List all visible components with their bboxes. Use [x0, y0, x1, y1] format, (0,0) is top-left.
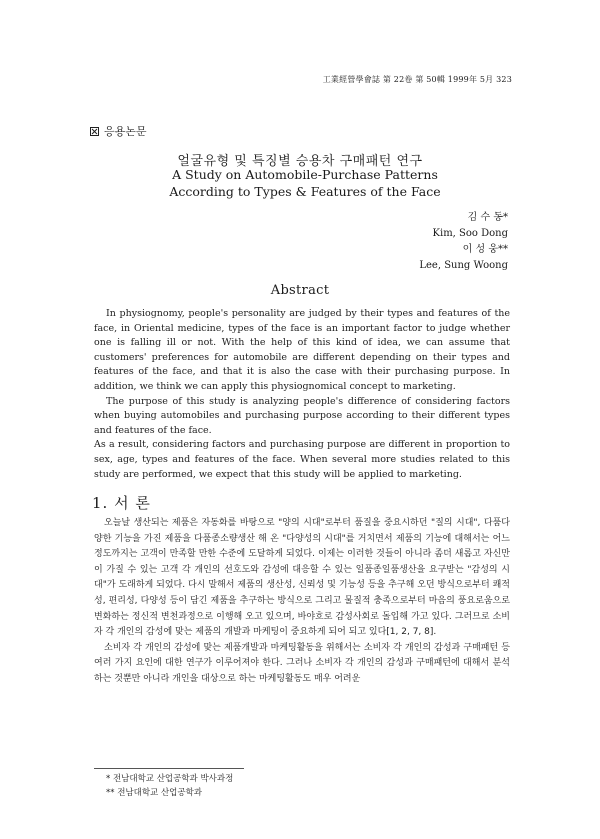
introduction-body	[94, 516, 510, 688]
introduction-paragraph-1: 오늘날 생산되는 제품은 자동화를 바탕으로 "양의 시대"로부터 품질을 중요시하던 "질의 시대", 다품다양한 기능을 가진 제품을 다품종소량생산 해 온 "다양성의 시대"를 거치면서 제품의 기능에 대해서는 어느 정도까지는 고객이 만족할 만한 수준에 도달하게 되었다. 이제는 이러한 것들이 아니라 좀더 새롭고 자신만이 가질 수 있는 고객 각 개인의 선호도와 감성에 대응할 수 있는 일품종일품생산을 요구받는 "감성의 시대"가 도래하게 되었다. 다시 말해서 제품의 생산성, 신뢰성 및 기능성 등을 추구해 오던 방식으로부터 쾌적성, 편리성, 다양성 등이 담긴 제품을 추구하는 방식으로 그리고 물질적 충족으로부터 마음의 풍요로움으로 변화하는 정신적 변천과정으로 이행해 오고 있으며, 바야흐로 감성사회로 돌입해 가고 있다. 그러므로 소비자 각 개인의 감성에 맞는 제품의 개발과 마케팅이 중요하게 되어 되고 있다[1, 2, 7, 8].	[94, 518, 510, 638]
section-heading-introduction: 1. 서 론	[92, 494, 151, 512]
section-tag-label: 응용논문	[104, 125, 147, 138]
boxed-x-icon	[90, 127, 99, 136]
author2-korean: 이 성 웅**	[462, 244, 508, 255]
title-korean: 얼굴유형 및 특징별 승용차 구매패턴 연구	[177, 154, 423, 169]
abstract-paragraph-1: In physiognomy, people's personality are judged by their types and features of the face, in Oriental medicine, types of the face is an important factor to judge whether one is falling ill or not. With the help of this kind of idea, we can assume that customers' preferences for automobile are different depending on their types and features of the face, and that it is also the case with their purchasing purpose. In addition, we think we can apply this physiognomical concept to marketing.	[94, 308, 510, 392]
author-block	[419, 210, 508, 274]
abstract-paragraph-2: The purpose of this study is analyzing people's difference of considering factors when buying automobiles and purchasing purpose according to their different types and features of the face.	[94, 395, 510, 436]
abstract-paragraph-3: As a result, considering factors and purchasing purpose are different in proportion to sex, age, types and features of the face. When several more studies related to this study are performed, we expect that this study will be applied to marketing.	[94, 439, 510, 480]
footnotes	[106, 772, 233, 800]
footnote-2: ** 전남대학교 산업공학과	[106, 788, 203, 798]
journal-header: 工業經營學會誌 第 22卷 第 50輯 1999年 5月 323	[322, 75, 512, 84]
section-tag	[90, 123, 147, 139]
author1-korean: 김 수 동*	[467, 212, 508, 223]
abstract-body	[94, 307, 510, 482]
introduction-paragraph-2: 소비자 각 개인의 감성에 맞는 제품개발과 마케팅활동을 위해서는 소비자 각 개인의 감성과 구매패턴 등 여러 가지 요인에 대한 연구가 이루어져야 한다. 그러나 소비자 각 개인의 감성과 구매패턴에 대해서 분석하는 것뿐만 아니라 개인을 대상으로 하는 마케팅활동도 매우 어려운	[94, 642, 510, 684]
footnote-1: * 전남대학교 산업공학과 박사과정	[106, 774, 234, 784]
title-english: A Study on Automobile-Purchase Patterns According to Types & Features of the Face	[169, 167, 441, 199]
author1-english: Kim, Soo Dong	[432, 228, 508, 239]
footnote-divider	[94, 768, 244, 769]
author2-english: Lee, Sung Woong	[419, 260, 508, 271]
abstract-heading: Abstract	[270, 283, 330, 298]
